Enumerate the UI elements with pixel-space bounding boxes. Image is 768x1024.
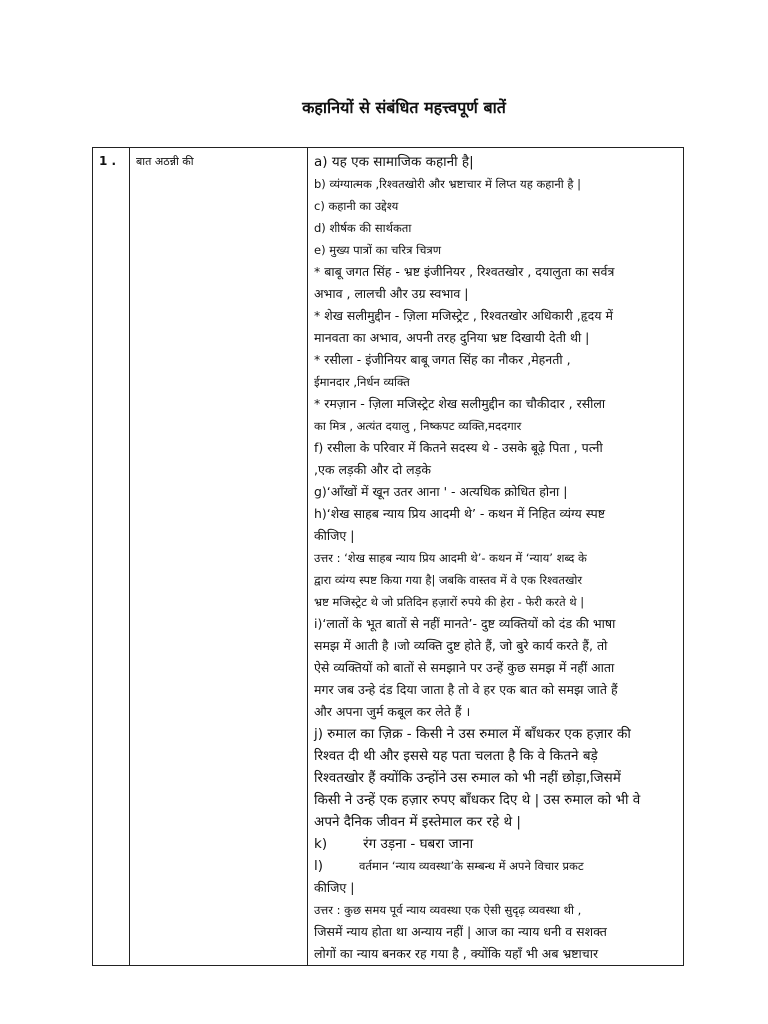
note-line: a) यह एक सामाजिक कहानी है| bbox=[314, 154, 474, 170]
item-marker: l) bbox=[314, 858, 324, 874]
note-line: रिश्वतखोर हैं क्योंकि उन्होंने उस रुमाल को भी नहीं छोड़ा,जिसमें bbox=[314, 770, 621, 786]
question-text: वर्तमान ‘न्याय व्यवस्था’के सम्बन्ध में अपने विचार प्रकट bbox=[359, 859, 584, 873]
note-line: d) शीर्षक की सार्थकता bbox=[314, 221, 412, 235]
page-title: कहानियों से संबंधित महत्त्वपूर्ण बातें bbox=[302, 98, 506, 117]
note-line: लोगों का न्याय बनकर रह गया है , क्योंकि यहाँ भी अब भ्रष्टाचार bbox=[314, 946, 599, 961]
note-line: उत्तर : कुछ समय पूर्व न्याय व्यवस्था एक ऐसी सुदृढ़ व्यवस्था थी , bbox=[314, 903, 582, 917]
note-line: j) रुमाल का ज़िक्र - किसी ने उस रुमाल में बाँधकर एक हज़ार की bbox=[314, 726, 631, 742]
note-line: f) रसीला के परिवार में कितने सदस्य थे - उसके बूढ़े पिता , पत्नी bbox=[314, 440, 603, 455]
row-number: 1 . bbox=[93, 148, 130, 966]
note-line: और अपना जुर्म कबूल कर लेते हैं । bbox=[314, 704, 471, 719]
note-line: ,एक लड़की और दो लड़के bbox=[314, 462, 431, 477]
note-line: * शेख सलीमुद्दीन - ज़िला मजिस्ट्रेट , रिश्वतखोर अधिकारी ,हृदय में bbox=[314, 308, 613, 323]
note-line: अभाव , लालची और उग्र स्वभाव | bbox=[314, 286, 469, 301]
note-line: समझ में आती है ।जो व्यक्ति दुष्ट होते हैं, जो बुरे कार्य करते हैं, तो bbox=[314, 638, 608, 653]
item-marker: k) bbox=[314, 836, 328, 852]
note-line: i)‘लातों के भूत बातों से नहीं मानते’- दुष्ट व्यक्तियों को दंड की भाषा bbox=[314, 616, 616, 631]
content-table bbox=[92, 147, 684, 966]
note-line: कीजिए | bbox=[314, 528, 355, 543]
note-line: जिसमें न्याय होता था अन्याय नहीं | आज का न्याय धनी व सशक्त bbox=[314, 924, 607, 939]
note-line: किसी ने उन्हें एक हज़ार रुपए बाँधकर दिए थे | उस रुमाल को भी वे bbox=[314, 792, 641, 808]
idiom-text: रंग उड़ना - घबरा जाना bbox=[363, 836, 474, 852]
notes-cell bbox=[308, 148, 684, 966]
note-line: का मित्र , अत्यंत दयालु , निष्कपट व्यक्ति,मददगार bbox=[314, 419, 522, 433]
story-title: बात अठन्नी की bbox=[130, 148, 308, 966]
note-line: * रसीला - इंजीनियर बाबू जगत सिंह का नौकर ,मेहनती , bbox=[314, 352, 571, 367]
note-line: * रमज़ान - ज़िला मजिस्ट्रेट शेख सलीमुद्दीन का चौकीदार , रसीला bbox=[314, 396, 606, 411]
note-line: * बाबू जगत सिंह - भ्रष्ट इंजीनियर , रिश्वतखोर , दयालुता का सर्वत्र bbox=[314, 264, 615, 279]
note-line: e) मुख्य पात्रों का चरित्र चित्रण bbox=[314, 243, 442, 257]
note-line: अपने दैनिक जीवन में इस्तेमाल कर रहे थे | bbox=[314, 814, 521, 830]
table-row bbox=[93, 148, 684, 966]
note-line: ईमानदार ,निर्धन व्यक्ति bbox=[314, 375, 410, 389]
note-line: g)‘आँखों में खून उतर आना ' - अत्यधिक क्रोधित होना | bbox=[314, 484, 568, 499]
note-line: c) कहानी का उद्देश्य bbox=[314, 199, 399, 213]
note-line: कीजिए | bbox=[314, 880, 355, 895]
note-line: ऐसे व्यक्तियों को बातों से समझाने पर उन्हें कुछ समझ में नहीं आता bbox=[314, 660, 615, 675]
note-line bbox=[314, 855, 677, 877]
note-line: मगर जब उन्हे दंड दिया जाता है तो वे हर एक बात को समझ जाते हैं bbox=[314, 682, 618, 697]
note-line: h)‘शेख साहब न्याय प्रिय आदमी थे’ - कथन में निहित व्यंग्य स्पष्ट bbox=[314, 506, 606, 521]
note-line: उत्तर : ‘शेख साहब न्याय प्रिय आदमी थे’- कथन में ‘न्याय’ शब्द के bbox=[314, 551, 587, 565]
note-line: b) व्यंग्यात्मक ,रिश्वतखोरी और भ्रष्टाचार में लिप्त यह कहानी है | bbox=[314, 177, 582, 191]
note-line: भ्रष्ट मजिस्ट्रेट थे जो प्रतिदिन हज़ारों रुपये की हेरा - फेरी करते थे | bbox=[314, 595, 585, 609]
note-line: रिश्वत दी थी और इससे यह पता चलता है कि वे कितने बड़े bbox=[314, 748, 598, 764]
note-line: मानवता का अभाव, अपनी तरह दुनिया भ्रष्ट दिखायी देती थी | bbox=[314, 330, 590, 345]
note-line bbox=[314, 833, 677, 855]
note-line: द्वारा व्यंग्य स्पष्ट किया गया है| जबकि वास्तव में वे एक रिश्वतखोर bbox=[314, 573, 583, 587]
